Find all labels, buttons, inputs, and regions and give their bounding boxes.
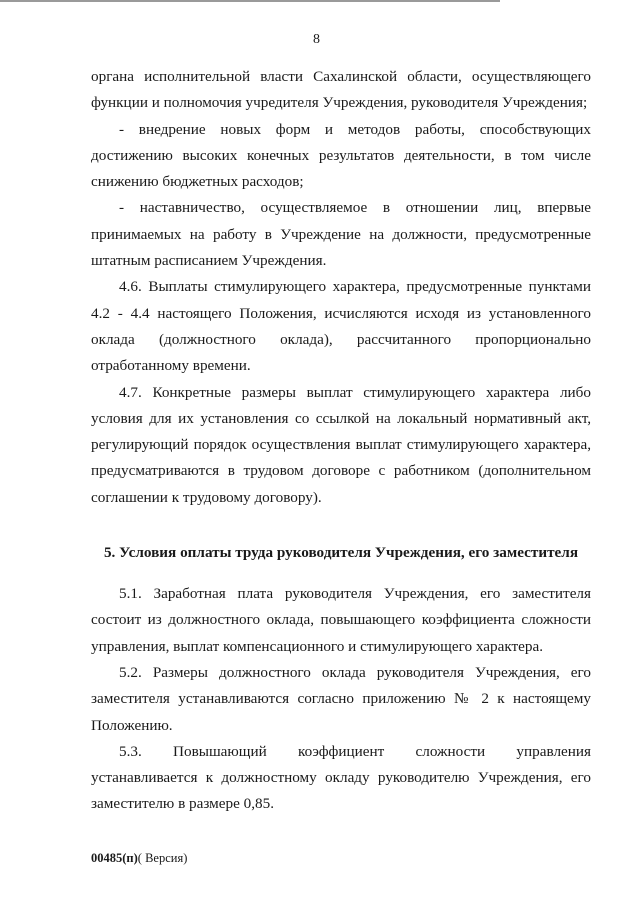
paragraph: 5.1. Заработная плата руководителя Учреждения, его заместителя состоит из должностного оклада, повышающего коэффициента сложности управления, выплат компенсационного и стимулирующего характера. — [91, 585, 591, 655]
scan-edge-line — [0, 0, 500, 2]
paragraph: - наставничество, осуществляемое в отношении лиц, впервые принимаемых на работу в Учреждение на должности, предусмотренные штатным расписанием Учреждения. — [91, 199, 591, 270]
document-version: ( Версия) — [137, 851, 188, 865]
document-footer — [91, 851, 187, 866]
section-heading: 5. Условия оплаты труда руководителя Учреждения, его заместителя — [103, 544, 579, 562]
paragraph: 5.2. Размеры должностного оклада руководителя Учреждения, его заместителя устанавливаются согласно приложению № 2 к настоящему Положению. — [91, 663, 591, 734]
document-code: 00485(п) — [91, 851, 138, 865]
document-body — [91, 64, 591, 818]
paragraph: 4.6. Выплаты стимулирующего характера, предусмотренные пунктами 4.2 - 4.4 настоящего Положения, исчисляются исходя из установленного оклада (должностного оклада), рассчитанного пропорционально отработанному времени. — [91, 278, 591, 375]
paragraph: 5.3. Повышающий коэффициент сложности управления устанавливается к должностному окладу руководителю Учреждения, его заместителю в размере 0,85. — [91, 742, 591, 813]
paragraph: 4.7. Конкретные размеры выплат стимулирующего характера либо условия для их установления со ссылкой на локальный нормативный акт, регулирующий порядок осуществления выплат стимулирующего характера, предусматриваются в трудовом договоре с работником (дополнительном соглашении к трудовому договору). — [91, 383, 591, 506]
page-number: 8 — [313, 32, 320, 47]
paragraph: - внедрение новых форм и методов работы, способствующих достижению высоких конечных результатов деятельности, в том числе снижению бюджетных расходов; — [91, 120, 591, 191]
paragraph: органа исполнительной власти Сахалинской области, осуществляющего функции и полномочия учредителя Учреждения, руководителя Учреждения; — [91, 68, 591, 112]
